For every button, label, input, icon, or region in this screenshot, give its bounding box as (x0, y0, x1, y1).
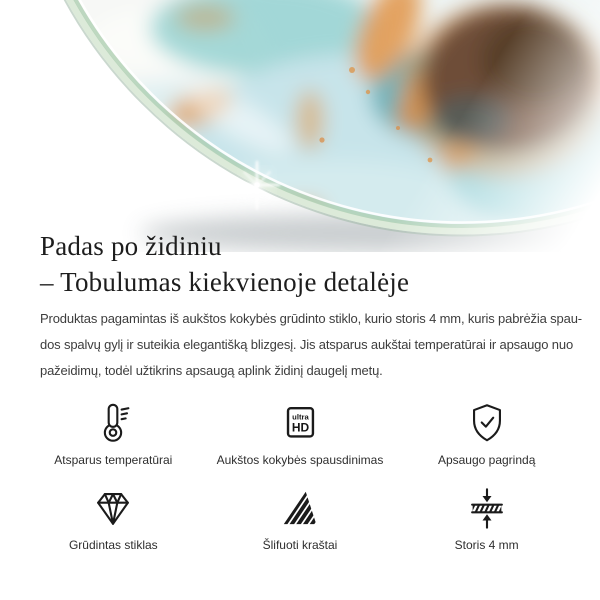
shield-check-icon (464, 398, 510, 448)
feature-print-quality (207, 398, 394, 467)
diamond-icon (90, 483, 136, 533)
feature-label: Apsaugo pagrindą (437, 453, 536, 467)
feature-label: Storis 4 mm (454, 538, 519, 552)
hd-text: HD (291, 420, 310, 435)
description-line: dos spalvų gylį ir suteikia elegantišką blizgesį. Jis atsparus aukštai temperatūrai ir apsaugo nuo (40, 337, 574, 352)
thickness-arrows-icon (464, 483, 510, 533)
feature-label: Grūdintas stiklas (68, 538, 158, 552)
feature-label: Atsparus temperatūrai (54, 453, 173, 467)
product-description (40, 306, 585, 384)
feature-label: Aukštos kokybės spausdinimas (216, 453, 384, 467)
ultra-hd-badge-icon (277, 398, 323, 448)
product-photo (0, 0, 600, 252)
feature-heat-resistant (20, 398, 207, 467)
glass-disc-image (0, 0, 600, 252)
feature-thickness (393, 483, 580, 552)
feature-label: Šlifuoti kraštai (262, 538, 338, 552)
features-grid (20, 398, 580, 552)
feature-polished-edges (207, 483, 394, 552)
page-title-line-1: Padas po židiniu (40, 231, 222, 261)
ultra-text: ultra (292, 412, 309, 422)
polished-edges-icon (277, 483, 323, 533)
page-title (40, 228, 409, 300)
page-title-line-2: – Tobulumas kiekvienoje detalėje (40, 267, 410, 297)
thermometer-icon (90, 398, 136, 448)
feature-protects-floor (393, 398, 580, 467)
feature-tempered-glass (20, 483, 207, 552)
description-line: pažeidimų, todėl užtikrins apsaugą aplink židinį daugelį metų. (40, 363, 383, 378)
description-line: Produktas pagamintas iš aukštos kokybės grūdinto stiklo, kurio storis 4 mm, kuris pabrėžia spau- (40, 311, 582, 326)
